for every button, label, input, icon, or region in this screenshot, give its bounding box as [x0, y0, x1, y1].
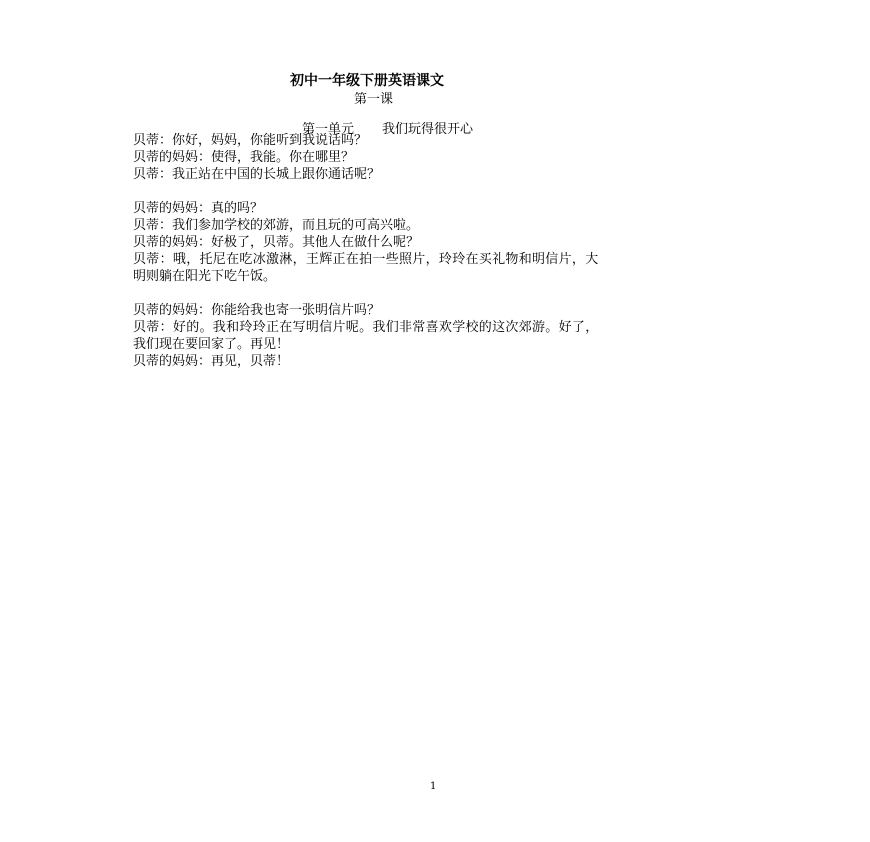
- page-number: 1: [430, 781, 437, 792]
- dialogue-body: [133, 132, 743, 370]
- dialogue-line: 贝蒂：我正站在中国的长城上跟你通话呢？: [133, 167, 381, 182]
- dialogue-line: 贝蒂的妈妈：使得，我能。你在哪里？: [133, 150, 355, 165]
- paragraph-gap: [133, 285, 743, 302]
- dialogue-line: 贝蒂的妈妈：真的吗？: [133, 201, 264, 216]
- unit-label: 第一单元: [302, 122, 355, 137]
- dialogue-line: 贝蒂的妈妈：你能给我也寄一张明信片吗？: [133, 303, 381, 318]
- dialogue-line-continued: 明则躺在阳光下吃午饭。: [133, 269, 277, 284]
- dialogue-line: 贝蒂的妈妈：好极了，贝蒂。其他人在做什么呢？: [133, 235, 420, 250]
- lesson-title: 第一课: [354, 92, 394, 107]
- dialogue-line: 贝蒂：你好，妈妈，你能听到我说话吗？: [133, 133, 368, 148]
- dialogue-line: 贝蒂的妈妈：再见，贝蒂！: [133, 354, 290, 369]
- dialogue-line: 贝蒂：我们参加学校的郊游，而且玩的可高兴啦。: [133, 218, 420, 233]
- document-title: 初中一年级下册英语课文: [290, 73, 444, 89]
- dialogue-line: 贝蒂：哦，托尼在吃冰激淋，王辉正在拍一些照片，玲玲在买礼物和明信片，大: [133, 252, 599, 267]
- dialogue-line-continued: 我们现在要回家了。再见！: [133, 337, 290, 352]
- paragraph-gap: [133, 183, 743, 200]
- unit-theme: 我们玩得很开心: [382, 122, 474, 137]
- dialogue-line: 贝蒂：好的。我和玲玲正在写明信片呢。我们非常喜欢学校的这次郊游。好了，: [133, 320, 599, 335]
